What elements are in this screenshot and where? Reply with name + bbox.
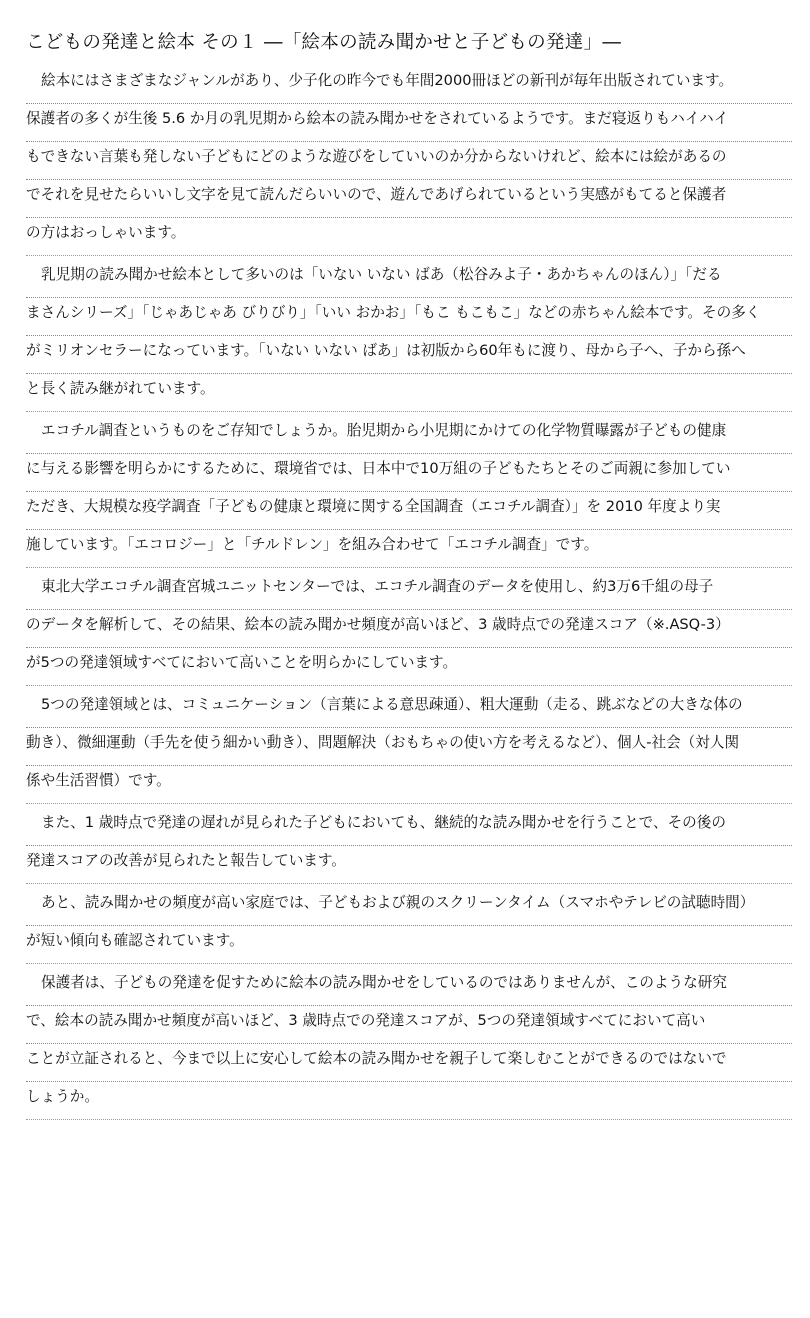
paragraph bbox=[26, 260, 792, 412]
text-line: ことが立証されると、今まで以上に安心して絵本の読み聞かせを親子して楽しむことができるのではないで bbox=[26, 1044, 792, 1082]
paragraph bbox=[26, 968, 792, 1120]
text-line: 係や生活習慣）です。 bbox=[26, 766, 792, 804]
text-line: エコチル調査というものをご存知でしょうか。胎児期から小児期にかけての化学物質曝露が子どもの健康 bbox=[26, 416, 792, 454]
paragraph bbox=[26, 690, 792, 804]
text-line: しょうか。 bbox=[26, 1082, 792, 1120]
document-body bbox=[26, 66, 792, 1120]
text-line: 乳児期の読み聞かせ絵本として多いのは「いない いない ばあ（松谷みよ子・あかちゃんのほん）」「だる bbox=[26, 260, 792, 298]
text-line: 保護者は、子どもの発達を促すために絵本の読み聞かせをしているのではありませんが、このような研究 bbox=[26, 968, 792, 1006]
text-line: また、1 歳時点で発達の遅れが見られた子どもにおいても、継続的な読み聞かせを行うことで、その後の bbox=[26, 808, 792, 846]
text-line: ただき、大規模な疫学調査「子どもの健康と環境に関する全国調査（エコチル調査）」を 2010 年度より実 bbox=[26, 492, 792, 530]
text-line: の方はおっしゃいます。 bbox=[26, 218, 792, 256]
text-line: でそれを見せたらいいし文字を見て読んだらいいので、遊んであげられているという実感がもてると保護者 bbox=[26, 180, 792, 218]
text-line: がミリオンセラーになっています。「いない いない ばあ」は初版から60年もに渡り、母から子へ、子から孫へ bbox=[26, 336, 792, 374]
paragraph bbox=[26, 572, 792, 686]
text-line: に与える影響を明らかにするために、環境省では、日本中で10万組の子どもたちとそのご両親に参加してい bbox=[26, 454, 792, 492]
text-line: 動き）、微細運動（手先を使う細かい動き）、問題解決（おもちゃの使い方を考えるなど）、個人-社会（対人関 bbox=[26, 728, 792, 766]
text-line: 絵本にはさまざまなジャンルがあり、少子化の昨今でも年間2000冊ほどの新刊が毎年出版されています。 bbox=[26, 66, 792, 104]
paragraph bbox=[26, 416, 792, 568]
text-line: あと、読み聞かせの頻度が高い家庭では、子どもおよび親のスクリーンタイム（スマホやテレビの試聴時間） bbox=[26, 888, 792, 926]
text-line: もできない言葉も発しない子どもにどのような遊びをしていいのか分からないけれど、絵本には絵があるの bbox=[26, 142, 792, 180]
text-line: が短い傾向も確認されています。 bbox=[26, 926, 792, 964]
text-line: まさんシリーズ」「じゃあじゃあ びりびり」「いい おかお」「もこ もこもこ」などの赤ちゃん絵本です。その多く bbox=[26, 298, 792, 336]
text-line: 保護者の多くが生後 5.6 か月の乳児期から絵本の読み聞かせをされているようです。まだ寝返りもハイハイ bbox=[26, 104, 792, 142]
text-line: 発達スコアの改善が見られたと報告しています。 bbox=[26, 846, 792, 884]
paragraph bbox=[26, 888, 792, 964]
paragraph bbox=[26, 808, 792, 884]
text-line: 施しています。「エコロジー」と「チルドレン」を組み合わせて「エコチル調査」です。 bbox=[26, 530, 792, 568]
paragraph bbox=[26, 66, 792, 256]
text-line: で、絵本の読み聞かせ頻度が高いほど、3 歳時点での発達スコアが、5つの発達領域すべてにおいて高い bbox=[26, 1006, 792, 1044]
text-line: 東北大学エコチル調査宮城ユニットセンターでは、エコチル調査のデータを使用し、約3万6千組の母子 bbox=[26, 572, 792, 610]
text-line: が5つの発達領域すべてにおいて高いことを明らかにしています。 bbox=[26, 648, 792, 686]
text-line: と長く読み継がれています。 bbox=[26, 374, 792, 412]
document-title: こどもの発達と絵本 その１ ―「絵本の読み聞かせと子どもの発達」― bbox=[26, 32, 622, 53]
text-line: のデータを解析して、その結果、絵本の読み聞かせ頻度が高いほど、3 歳時点での発達スコア（※.ASQ-3） bbox=[26, 610, 792, 648]
text-line: 5つの発達領域とは、コミュニケーション（言葉による意思疎通）、粗大運動（走る、跳ぶなどの大きな体の bbox=[26, 690, 792, 728]
